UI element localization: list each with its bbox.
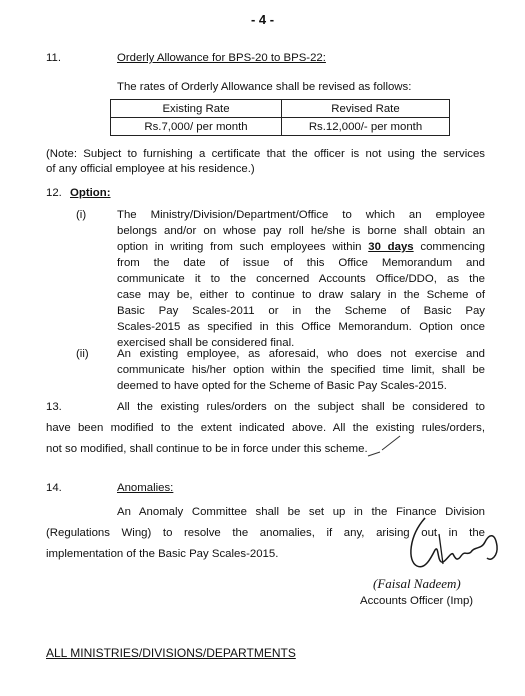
table-cell: Rs.7,000/ per month (111, 118, 282, 136)
page-number: - 4 - (250, 12, 275, 27)
section-11-heading: Orderly Allowance for BPS-20 to BPS-22: (117, 52, 326, 64)
section-11-note: of any official employee at his residence.) (46, 163, 255, 175)
section-14-line: implementation of the Basic Pay Scales-2015. (46, 548, 279, 560)
clause-line: An existing employee, as aforesaid, who does not exercise and (117, 348, 485, 360)
clause-line: from the date of issue of this Office Memorandum and (117, 257, 485, 269)
clause-line: belongs and/or on whose pay roll he/she is borne shall obtain an (117, 225, 485, 237)
signatory-name: (Faisal Nadeem) (373, 576, 461, 591)
clause-line: The Ministry/Division/Department/Office to which an employee (117, 209, 485, 221)
clause-line: option in writing from such employees within 30 days commencing (117, 241, 485, 253)
clause-line: communicate his/her option within the specified time limit, shall be (117, 364, 485, 376)
signatory-designation: Accounts Officer (Imp) (360, 595, 474, 607)
clause-line: deemed to have opted for the Scheme of Basic Pay Scales-2015. (117, 380, 447, 392)
handwritten-signature (395, 506, 505, 578)
section-11-intro: The rates of Orderly Allowance shall be revised as follows: (117, 81, 412, 93)
table-header: Existing Rate (111, 100, 282, 118)
section-13-line: have been modified to the extent indicated above. All the existing rules/orders, (46, 422, 485, 434)
section-13-line: All the existing rules/orders on the subject shall be considered to (117, 401, 485, 413)
section-14-line: An Anomaly Committee shall be set up in the Finance Division (117, 506, 485, 518)
clause-i-marker: (i) (76, 209, 87, 221)
section-13-line: not so modified, shall continue to be in force under this scheme. (46, 443, 368, 455)
distribution-heading: ALL MINISTRIES/DIVISIONS/DEPARTMENTS (46, 646, 296, 660)
table-cell: Rs.12,000/- per month (282, 118, 450, 136)
clause-line: Basic Pay Scales-2011 or in the Scheme of Basic Pay (117, 305, 485, 317)
table-row (111, 118, 450, 136)
table-header: Revised Rate (282, 100, 450, 118)
section-14-number: 14. (46, 482, 62, 494)
pen-mark (360, 432, 410, 462)
clause-ii-marker: (ii) (76, 348, 89, 360)
section-11-note: (Note: Subject to furnishing a certificate that the officer is not using the services (46, 148, 485, 160)
section-14-heading: Anomalies: (117, 482, 174, 494)
thirty-days-emphasis: 30 days (368, 241, 414, 253)
clause-line: exercised shall be considered final. (117, 337, 295, 349)
section-14-line: (Regulations Wing) to resolve the anomalies, if any, arising out in the (46, 527, 485, 539)
clause-i-text (117, 207, 485, 351)
section-12-number: 12. (46, 187, 62, 199)
section-13-number: 13. (46, 401, 62, 413)
orderly-allowance-table (110, 99, 450, 136)
clause-line: Scales-2015 as specified in this Office Memorandum. Option once (117, 321, 485, 333)
section-11-number: 11. (46, 52, 61, 64)
clause-ii-text (117, 346, 485, 394)
clause-line: case may be, either to continue to draw salary in the Scheme of (117, 289, 485, 301)
table-header-row (111, 100, 450, 118)
clause-line: communicate it to the concerned Accounts Office/DDO, as the (117, 273, 485, 285)
section-12-heading: Option: (70, 187, 111, 199)
